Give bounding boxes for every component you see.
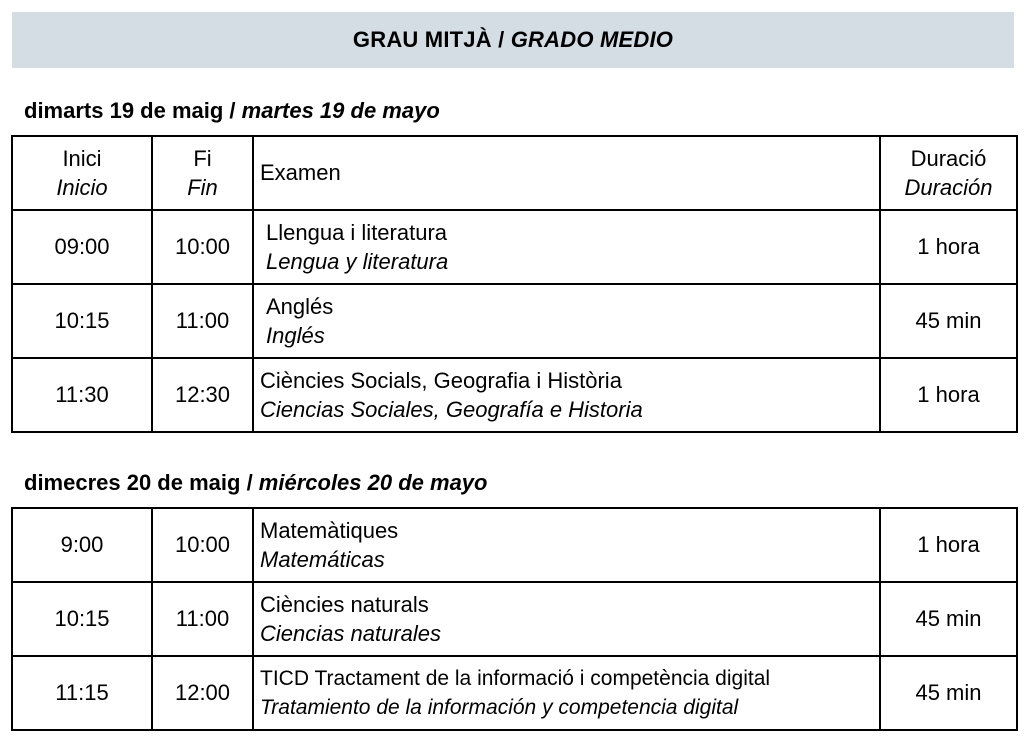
header-duration-catalan: Duració <box>910 146 987 171</box>
start-time: 9:00 <box>12 508 152 582</box>
day1-heading-catalan: dimarts 19 de maig <box>24 98 224 123</box>
banner-separator: / <box>491 27 511 52</box>
duration: 1 hora <box>880 358 1017 432</box>
header-start-catalan: Inici <box>62 146 102 171</box>
banner-title-catalan: GRAU MITJÀ <box>352 27 492 52</box>
table-row <box>12 656 1017 730</box>
header-exam: Examen <box>253 136 880 210</box>
exam-name-spanish: Matemáticas <box>260 547 385 572</box>
duration: 45 min <box>880 284 1017 358</box>
start-time: 10:15 <box>12 582 152 656</box>
exam-name-catalan: Ciències Socials, Geografia i Història <box>260 368 622 393</box>
day1-heading-spanish: martes 19 de mayo <box>241 98 440 123</box>
day2-schedule-table <box>11 507 1018 731</box>
end-time: 12:00 <box>152 656 253 730</box>
exam-name-spanish: Tratamiento de la información y competencia digital <box>260 696 739 719</box>
exam-cell <box>253 582 880 656</box>
start-time: 11:15 <box>12 656 152 730</box>
banner-title-spanish: GRADO MEDIO <box>510 27 674 52</box>
table-row <box>12 358 1017 432</box>
start-time: 11:30 <box>12 358 152 432</box>
header-end-catalan: Fi <box>193 146 212 171</box>
header-end-spanish: Fin <box>187 175 218 200</box>
header-start <box>12 136 152 210</box>
day1-heading <box>24 98 440 124</box>
day2-heading-catalan: dimecres 20 de maig <box>24 470 241 495</box>
start-time: 09:00 <box>12 210 152 284</box>
header-start-spanish: Inicio <box>56 175 108 200</box>
start-time: 10:15 <box>12 284 152 358</box>
day1-heading-separator: / <box>223 98 242 123</box>
exam-name-spanish: Ciencias Sociales, Geografía e Historia <box>260 397 643 422</box>
header-duration-spanish: Duración <box>904 175 993 200</box>
duration: 45 min <box>880 656 1017 730</box>
exam-cell <box>253 508 880 582</box>
duration: 1 hora <box>880 210 1017 284</box>
exam-name-catalan: Ciències naturals <box>260 592 429 617</box>
exam-cell <box>253 210 880 284</box>
end-time: 11:00 <box>152 582 253 656</box>
day2-heading-spanish: miércoles 20 de mayo <box>258 470 488 495</box>
exam-name-catalan: Anglés <box>266 294 334 319</box>
end-time: 12:30 <box>152 358 253 432</box>
exam-name-catalan: TICD Tractament de la informació i competència digital <box>260 667 771 690</box>
day2-heading <box>24 470 487 496</box>
table-row <box>12 284 1017 358</box>
table-row <box>12 210 1017 284</box>
exam-name-spanish: Ciencias naturales <box>260 621 441 646</box>
exam-name-spanish: Lengua y literatura <box>266 249 449 274</box>
end-time: 10:00 <box>152 508 253 582</box>
level-banner <box>12 12 1014 68</box>
end-time: 10:00 <box>152 210 253 284</box>
duration: 45 min <box>880 582 1017 656</box>
exam-name-spanish: Inglés <box>266 323 325 348</box>
exam-name-catalan: Matemàtiques <box>260 518 399 543</box>
duration: 1 hora <box>880 508 1017 582</box>
table-row <box>12 582 1017 656</box>
header-end <box>152 136 253 210</box>
day2-heading-separator: / <box>240 470 259 495</box>
exam-cell <box>253 358 880 432</box>
exam-cell <box>253 656 880 730</box>
table-row <box>12 508 1017 582</box>
exam-name-catalan: Llengua i literatura <box>266 220 448 245</box>
end-time: 11:00 <box>152 284 253 358</box>
header-duration <box>880 136 1017 210</box>
day1-schedule-table <box>11 135 1018 433</box>
exam-cell <box>253 284 880 358</box>
table-header-row <box>12 136 1017 210</box>
